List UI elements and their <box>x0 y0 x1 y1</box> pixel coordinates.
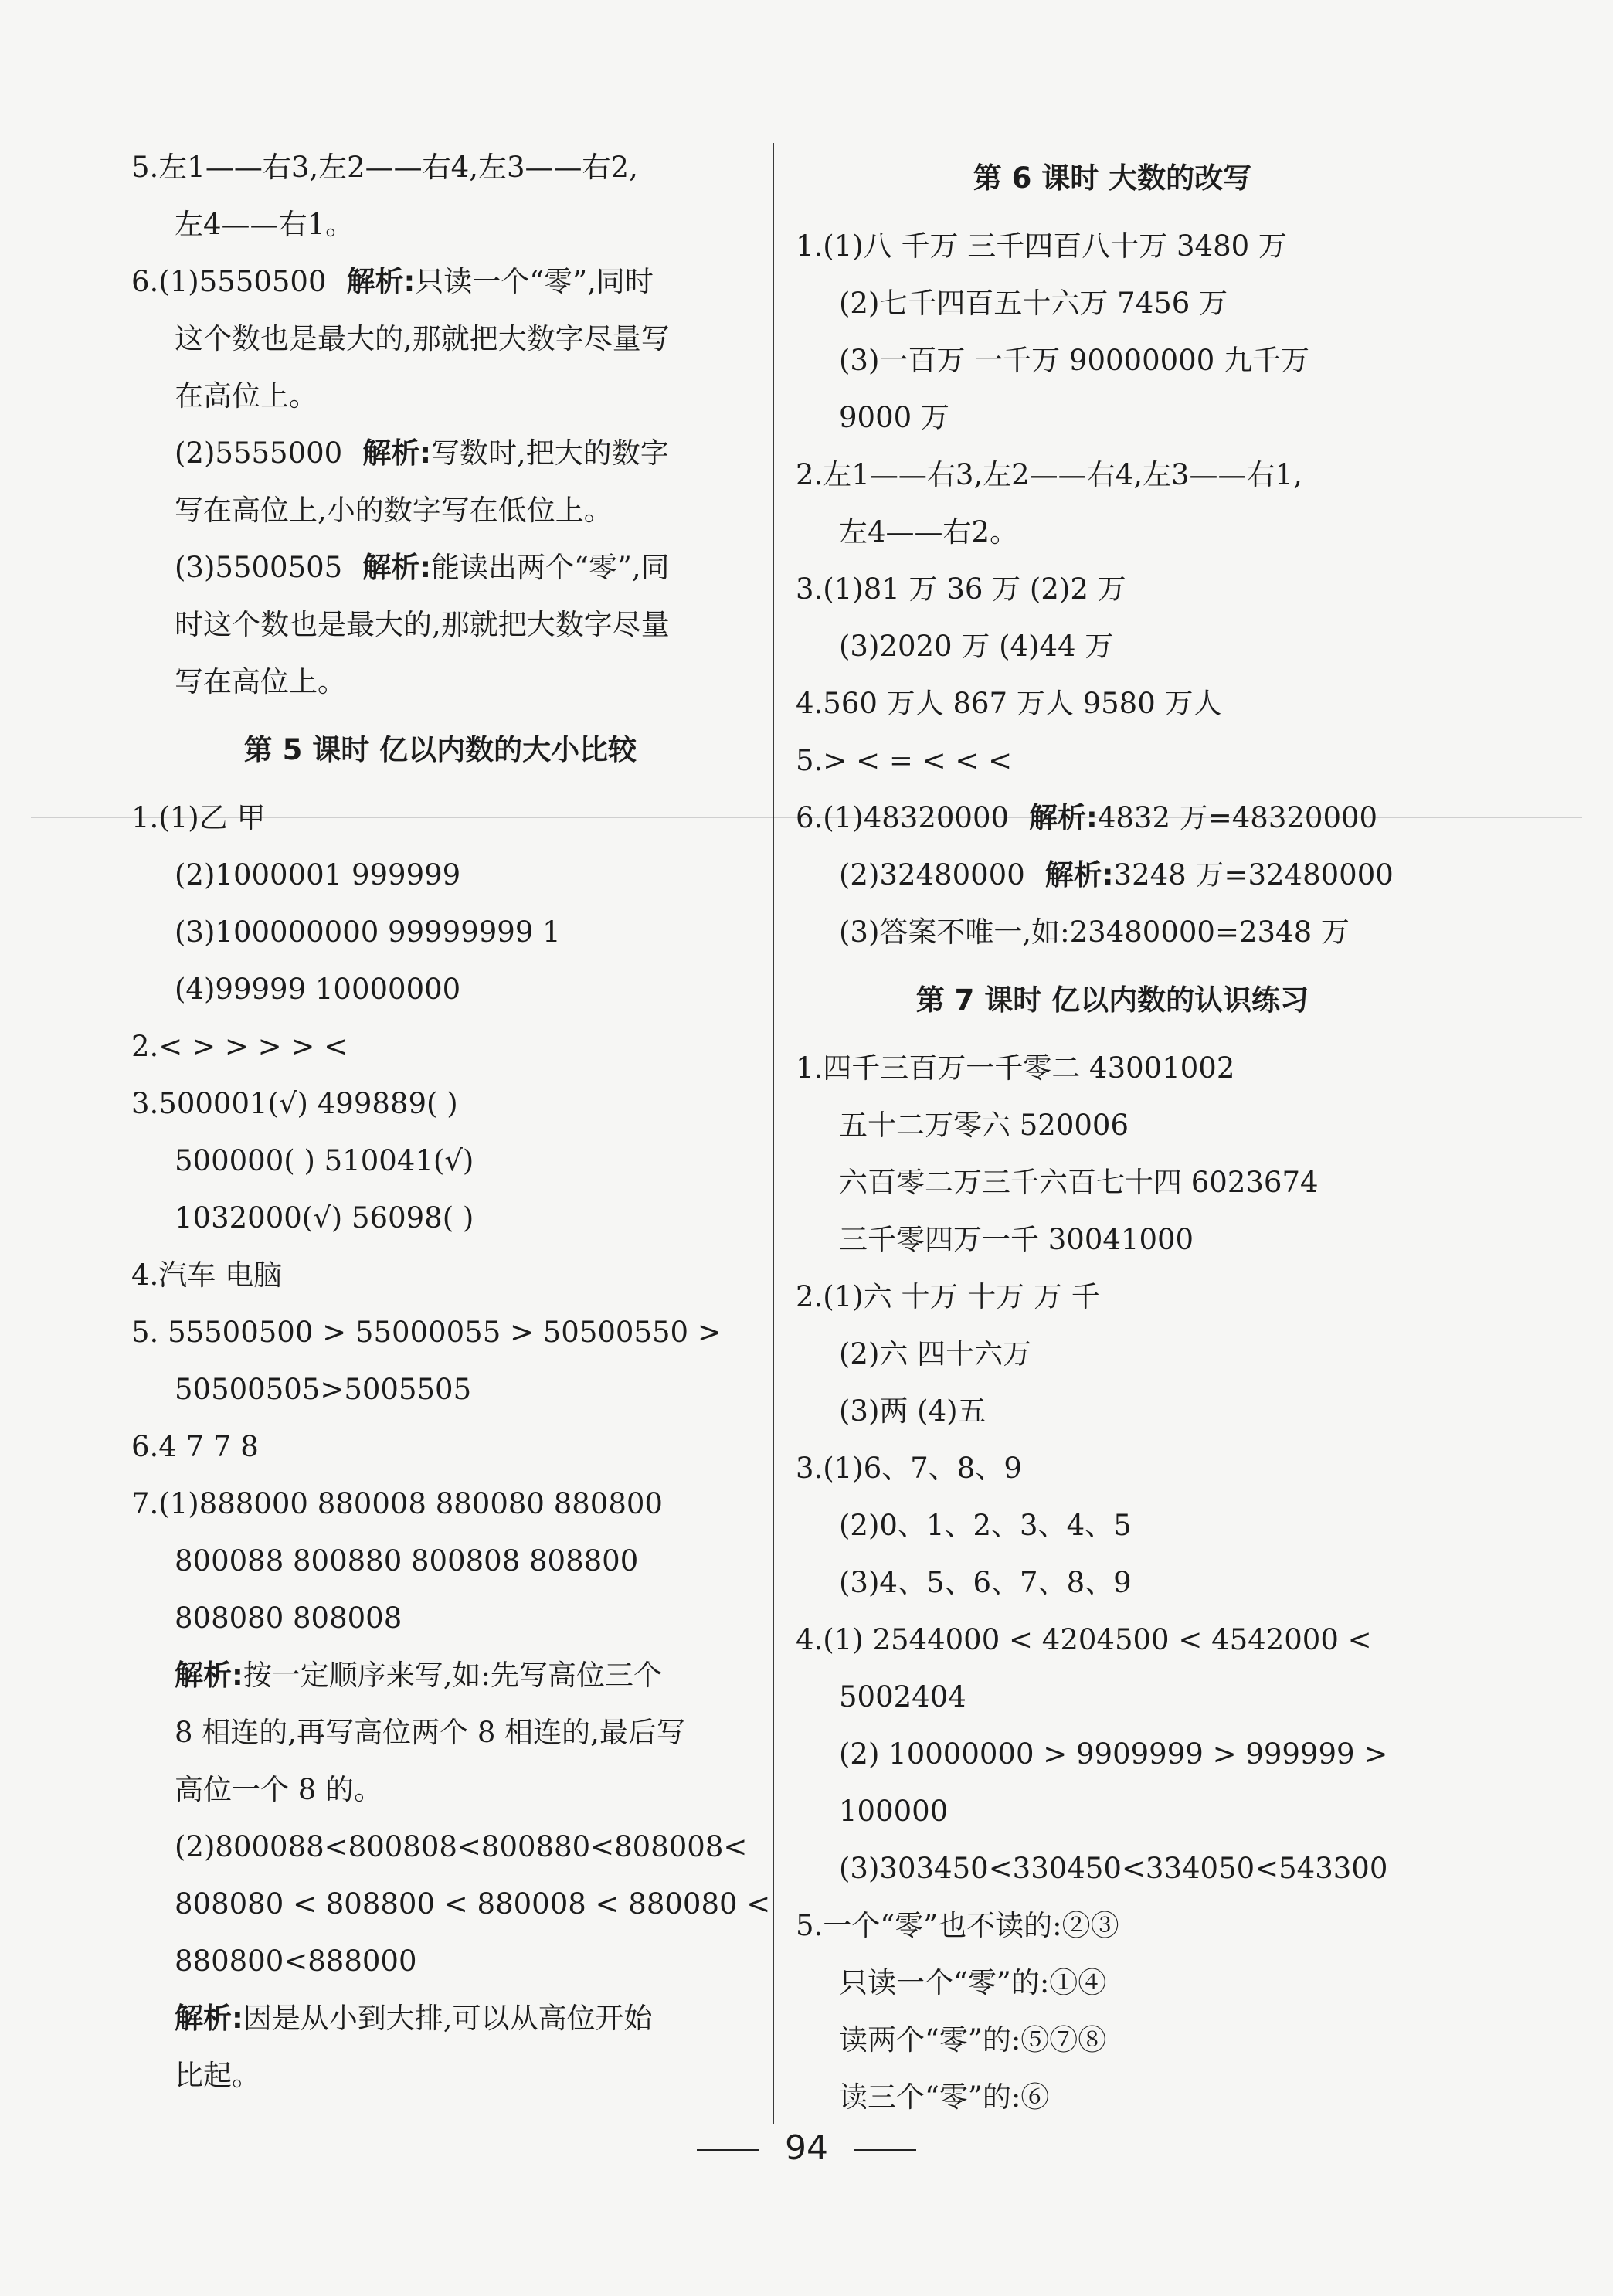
answer-text: 7.(1)888000 880008 880080 880800 <box>131 1487 663 1520</box>
answer-text: 9000 万 <box>839 401 949 434</box>
answer-line <box>796 1897 1429 1955</box>
answer-text: 5002404 <box>839 1680 966 1714</box>
answer-line <box>796 1955 1429 2012</box>
answer-text: 5.左1——右3,左2——右4,左3——右2, <box>131 151 638 184</box>
answer-text: 4.汽车 电脑 <box>131 1258 283 1292</box>
section-heading: 第 6 课时 大数的改写 <box>973 161 1252 195</box>
answer-text: 读两个“零”的:⑤⑦⑧ <box>839 2023 1107 2057</box>
answer-text: (2)1000001 999999 <box>175 858 461 892</box>
answer-line <box>796 1097 1429 1154</box>
answer-text: (4)99999 10000000 <box>175 973 461 1006</box>
answer-line <box>131 1476 749 1533</box>
answer-line <box>131 139 749 196</box>
answer-text: 1032000(√) 56098( ) <box>175 1201 474 1235</box>
answer-text: 按一定顺序来写,如:先写高位三个 <box>243 1659 663 1692</box>
answer-line <box>131 539 749 596</box>
answer-line <box>131 1533 749 1590</box>
answer-line <box>131 1704 749 1761</box>
answer-text: 因是从小到大排,可以从高位开始 <box>243 2002 653 2035</box>
footer-dash-left <box>697 2149 759 2151</box>
answer-line <box>796 332 1429 389</box>
answer-text: 8 相连的,再写高位两个 8 相连的,最后写 <box>175 1716 685 1749</box>
answer-line <box>796 847 1429 904</box>
answer-line <box>796 1326 1429 1383</box>
answer-text: 808080 < 808800 < 880008 < 880080 < <box>175 1887 771 1921</box>
answer-line <box>796 447 1429 504</box>
answer-text: (3)100000000 99999999 1 <box>175 915 561 949</box>
answer-line <box>796 2069 1429 2126</box>
analysis-label: 解析: <box>175 2002 243 2035</box>
page-number: 94 <box>785 2128 828 2168</box>
answer-line <box>131 1876 771 1933</box>
answer-text: 写在高位上,小的数字写在低位上。 <box>175 494 613 527</box>
answer-line <box>131 1190 749 1247</box>
answer-text: 1.四千三百万一千零二 43001002 <box>796 1051 1235 1085</box>
answer-line <box>796 1040 1429 1097</box>
answer-text: 2.< > > > > < <box>131 1030 348 1063</box>
answer-line <box>796 1154 1429 1211</box>
analysis-label: 解析: <box>346 265 416 298</box>
answer-line <box>796 1383 1429 1440</box>
answer-line <box>131 596 749 654</box>
answer-text: 写在高位上。 <box>175 665 346 698</box>
answer-text: (2)六 四十六万 <box>839 1337 1032 1370</box>
answer-text: 只读一个“零”的:①④ <box>839 1966 1107 1999</box>
answer-line <box>131 482 749 539</box>
answer-text: 3.(1)6、7、8、9 <box>796 1452 1022 1485</box>
answer-text: (2)0、1、2、3、4、5 <box>839 1509 1132 1542</box>
answer-text: (3)一百万 一千万 90000000 九千万 <box>839 344 1310 377</box>
answer-text: 三千零四万一千 30041000 <box>839 1223 1194 1256</box>
analysis-label: 解析: <box>1029 801 1098 834</box>
section-heading: 第 5 课时 亿以内数的大小比较 <box>243 733 637 766</box>
answer-line <box>131 1819 749 1876</box>
answer-line <box>796 1554 1429 1612</box>
answer-line <box>131 961 749 1018</box>
answer-line <box>796 218 1429 275</box>
answer-line <box>131 1418 749 1476</box>
answer-text: 4.(1) 2544000 < 4204500 < 4542000 < <box>796 1623 1372 1656</box>
answer-line <box>796 1726 1429 1783</box>
section-heading: 第 7 课时 亿以内数的认识练习 <box>915 983 1309 1017</box>
answer-line <box>131 368 749 425</box>
answer-line <box>131 1590 749 1647</box>
answer-text: 左4——右2。 <box>839 515 1019 549</box>
answer-line <box>796 1840 1429 1897</box>
analysis-label: 解析: <box>362 551 431 584</box>
answer-line <box>796 2012 1429 2069</box>
answer-line <box>131 253 749 311</box>
analysis-label: 解析: <box>362 436 431 470</box>
answer-line <box>131 2047 749 2104</box>
answer-text: 4832 万=48320000 <box>1097 801 1378 834</box>
answer-text: (3)4、5、6、7、8、9 <box>839 1566 1132 1599</box>
answer-line <box>131 196 749 253</box>
answer-text: (3)2020 万 (4)44 万 <box>839 630 1114 663</box>
answer-text: 五十二万零六 520006 <box>839 1109 1129 1142</box>
answer-text: 在高位上。 <box>175 379 318 413</box>
answer-text: 1.(1)八 千万 三千四百八十万 3480 万 <box>796 229 1287 263</box>
answer-line <box>796 1669 1429 1726</box>
answer-value: (2)32480000 <box>839 858 1025 892</box>
answer-text: 100000 <box>839 1795 949 1828</box>
answer-line <box>796 1783 1429 1840</box>
answer-text: 2.(1)六 十万 十万 万 千 <box>796 1280 1100 1313</box>
answer-text: (3)答案不唯一,如:23480000=2348 万 <box>839 915 1350 949</box>
answer-line <box>796 389 1429 447</box>
answer-line <box>131 1304 749 1361</box>
answer-line <box>796 732 1429 790</box>
answer-line <box>131 1018 749 1075</box>
answer-text: 3.500001(√) 499889( ) <box>131 1087 458 1120</box>
answer-line <box>131 904 749 961</box>
answer-text: 高位一个 8 的。 <box>175 1773 383 1806</box>
answer-text: 880800<888000 <box>175 1944 417 1978</box>
answer-line <box>131 1933 749 1990</box>
answer-line <box>131 654 749 711</box>
answer-line <box>131 1247 749 1304</box>
answer-line <box>131 425 749 482</box>
answer-text: 3248 万=32480000 <box>1113 858 1394 892</box>
footer-dash-right <box>854 2149 916 2151</box>
answer-text: 读三个“零”的:⑥ <box>839 2080 1050 2114</box>
answer-value: (3)5500505 <box>175 551 343 584</box>
answer-text: 5.一个“零”也不读的:②③ <box>796 1909 1119 1942</box>
analysis-label: 解析: <box>1044 858 1114 892</box>
answer-line <box>796 675 1429 732</box>
answer-value: (2)5555000 <box>175 436 343 470</box>
answer-text: 6.4 7 7 8 <box>131 1430 259 1463</box>
answer-text: 3.(1)81 万 36 万 (2)2 万 <box>796 572 1126 606</box>
answer-line <box>796 1211 1429 1269</box>
answer-text: 808080 808008 <box>175 1601 402 1635</box>
answer-line <box>131 1647 749 1704</box>
answer-text: 2.左1——右3,左2——右4,左3——右1, <box>796 458 1302 491</box>
answer-text: (2)800088<800808<800880<808008< <box>175 1830 748 1863</box>
answer-line <box>796 618 1429 675</box>
answer-text: 5. 55500500 > 55000055 > 50500550 > <box>131 1316 722 1349</box>
answer-line <box>796 1269 1429 1326</box>
answer-line <box>131 1990 749 2047</box>
analysis-label: 解析: <box>175 1659 243 1692</box>
answer-line <box>131 1075 749 1133</box>
answer-line <box>796 1497 1429 1554</box>
answer-text: 时这个数也是最大的,那就把大数字尽量 <box>175 608 670 641</box>
answer-line <box>796 904 1429 961</box>
answer-line <box>796 1440 1429 1497</box>
answer-line <box>131 847 749 904</box>
answer-text: 比起。 <box>175 2059 260 2092</box>
answer-line <box>796 561 1429 618</box>
left-column <box>131 139 771 2104</box>
answer-line <box>796 504 1429 561</box>
answer-text: 左4——右1。 <box>175 208 355 241</box>
answer-line <box>131 1133 749 1190</box>
answer-text: 六百零二万三千六百七十四 6023674 <box>839 1166 1319 1199</box>
answer-line <box>131 790 749 847</box>
page-footer <box>0 2128 1613 2168</box>
answer-text: 800088 800880 800808 808800 <box>175 1544 639 1578</box>
answer-value: 6.(1)5550500 <box>131 265 327 298</box>
answer-line <box>131 1361 749 1418</box>
answer-text: 只读一个“零”,同时 <box>415 265 654 298</box>
answer-line <box>796 1612 1429 1669</box>
answer-value: 6.(1)48320000 <box>796 801 1010 834</box>
right-column <box>796 139 1429 2126</box>
answer-line <box>796 275 1429 332</box>
answer-text: 5.> < = < < < <box>796 744 1013 777</box>
answer-line <box>796 790 1429 847</box>
column-divider <box>773 143 774 2124</box>
answer-text: 这个数也是最大的,那就把大数字尽量写 <box>175 322 670 355</box>
answer-line <box>131 311 749 368</box>
answer-text: (2)七千四百五十六万 7456 万 <box>839 287 1228 320</box>
answer-text: (3)303450<330450<334050<543300 <box>839 1852 1388 1885</box>
answer-text: 4.560 万人 867 万人 9580 万人 <box>796 687 1222 720</box>
answer-line <box>131 1761 749 1819</box>
answer-text: (3)两 (4)五 <box>839 1394 986 1428</box>
answer-text: 1.(1)乙 甲 <box>131 801 266 834</box>
answer-text: (2) 10000000 > 9909999 > 999999 > <box>839 1737 1388 1771</box>
answer-text: 能读出两个“零”,同 <box>431 551 670 584</box>
answer-text: 写数时,把大的数字 <box>431 436 669 470</box>
answer-text: 500000( ) 510041(√) <box>175 1144 474 1177</box>
answer-text: 50500505>5005505 <box>175 1373 472 1406</box>
